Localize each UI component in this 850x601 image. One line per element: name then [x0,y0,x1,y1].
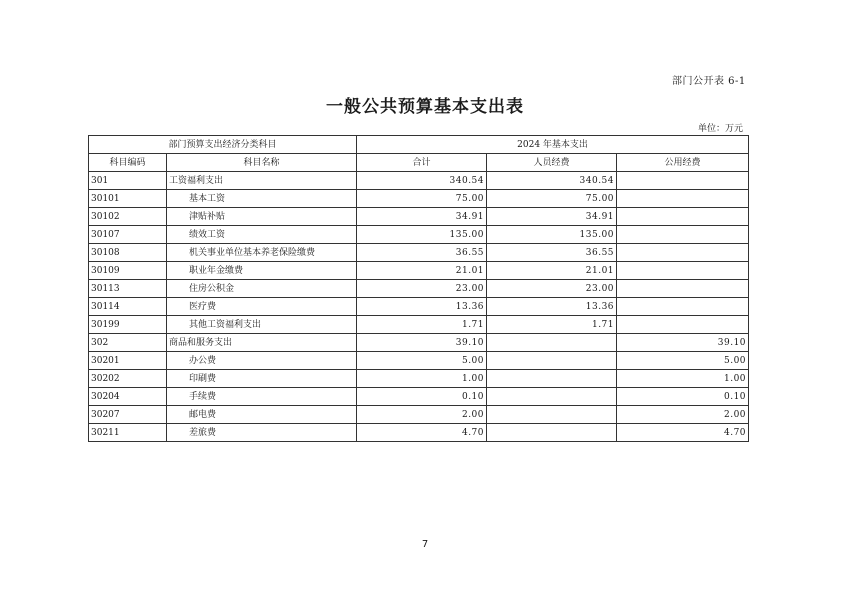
cell-public: 4.70 [617,424,749,442]
cell-name: 绩效工资 [167,226,357,244]
table-row [89,424,749,442]
cell-name: 职业年金缴费 [167,262,357,280]
column-header-total: 合计 [357,154,487,172]
cell-total: 13.36 [357,298,487,316]
table-row [89,334,749,352]
cell-public [617,316,749,334]
cell-personnel: 23.00 [487,280,617,298]
cell-public [617,280,749,298]
group-header-classification: 部门预算支出经济分类科目 [89,136,357,154]
table-row [89,352,749,370]
cell-total: 2.00 [357,406,487,424]
cell-public [617,208,749,226]
cell-personnel: 13.36 [487,298,617,316]
cell-personnel: 21.01 [487,262,617,280]
cell-total: 75.00 [357,190,487,208]
cell-public [617,298,749,316]
cell-total: 5.00 [357,352,487,370]
column-header-public: 公用经费 [617,154,749,172]
page-number: 7 [421,539,429,550]
cell-name: 办公费 [167,352,357,370]
table-group-header-row [89,136,749,154]
table-row [89,388,749,406]
cell-code: 30101 [89,190,167,208]
unit-label: 单位：万元 [698,124,744,134]
table-row [89,208,749,226]
cell-personnel: 135.00 [487,226,617,244]
cell-code: 30102 [89,208,167,226]
cell-personnel [487,370,617,388]
cell-total: 1.00 [357,370,487,388]
table-column-header-row [89,154,749,172]
column-header-code: 科目编码 [89,154,167,172]
cell-code: 30199 [89,316,167,334]
cell-code: 30204 [89,388,167,406]
cell-name: 机关事业单位基本养老保险缴费 [167,244,357,262]
cell-total: 34.91 [357,208,487,226]
cell-total: 4.70 [357,424,487,442]
cell-total: 0.10 [357,388,487,406]
cell-public: 1.00 [617,370,749,388]
cell-code: 30113 [89,280,167,298]
cell-name: 差旅费 [167,424,357,442]
cell-personnel [487,424,617,442]
cell-name: 商品和服务支出 [167,334,357,352]
form-code: 部门公开表 6-1 [672,76,746,87]
cell-public: 0.10 [617,388,749,406]
cell-public [617,244,749,262]
table-row [89,316,749,334]
cell-personnel [487,406,617,424]
cell-code: 30114 [89,298,167,316]
cell-personnel: 340.54 [487,172,617,190]
table-row [89,280,749,298]
cell-total: 1.71 [357,316,487,334]
cell-total: 23.00 [357,280,487,298]
table-row [89,370,749,388]
cell-name: 住房公积金 [167,280,357,298]
cell-total: 39.10 [357,334,487,352]
column-header-name: 科目名称 [167,154,357,172]
cell-public: 39.10 [617,334,749,352]
cell-code: 30107 [89,226,167,244]
cell-personnel: 1.71 [487,316,617,334]
cell-personnel: 34.91 [487,208,617,226]
cell-code: 30201 [89,352,167,370]
cell-code: 30211 [89,424,167,442]
cell-public [617,262,749,280]
column-header-personnel: 人员经费 [487,154,617,172]
cell-name: 印刷费 [167,370,357,388]
cell-personnel [487,352,617,370]
table-row [89,172,749,190]
group-header-expenditure: 2024 年基本支出 [357,136,749,154]
table-row [89,226,749,244]
table-row [89,406,749,424]
table-row [89,244,749,262]
cell-personnel: 75.00 [487,190,617,208]
cell-personnel: 36.55 [487,244,617,262]
cell-total: 340.54 [357,172,487,190]
cell-public [617,190,749,208]
cell-name: 医疗费 [167,298,357,316]
cell-code: 30108 [89,244,167,262]
cell-code: 30109 [89,262,167,280]
cell-code: 30207 [89,406,167,424]
cell-code: 301 [89,172,167,190]
cell-name: 津贴补贴 [167,208,357,226]
cell-total: 135.00 [357,226,487,244]
table-row [89,298,749,316]
cell-name: 邮电费 [167,406,357,424]
cell-code: 302 [89,334,167,352]
cell-name: 其他工资福利支出 [167,316,357,334]
cell-name: 手续费 [167,388,357,406]
table-body [89,172,749,442]
table-row [89,190,749,208]
cell-name: 基本工资 [167,190,357,208]
cell-public: 5.00 [617,352,749,370]
cell-name: 工资福利支出 [167,172,357,190]
cell-total: 36.55 [357,244,487,262]
cell-code: 30202 [89,370,167,388]
cell-public [617,226,749,244]
cell-personnel [487,388,617,406]
budget-table [88,135,749,442]
table-row [89,262,749,280]
cell-public: 2.00 [617,406,749,424]
cell-total: 21.01 [357,262,487,280]
cell-personnel [487,334,617,352]
cell-public [617,172,749,190]
page-title: 一般公共预算基本支出表 [326,97,524,117]
